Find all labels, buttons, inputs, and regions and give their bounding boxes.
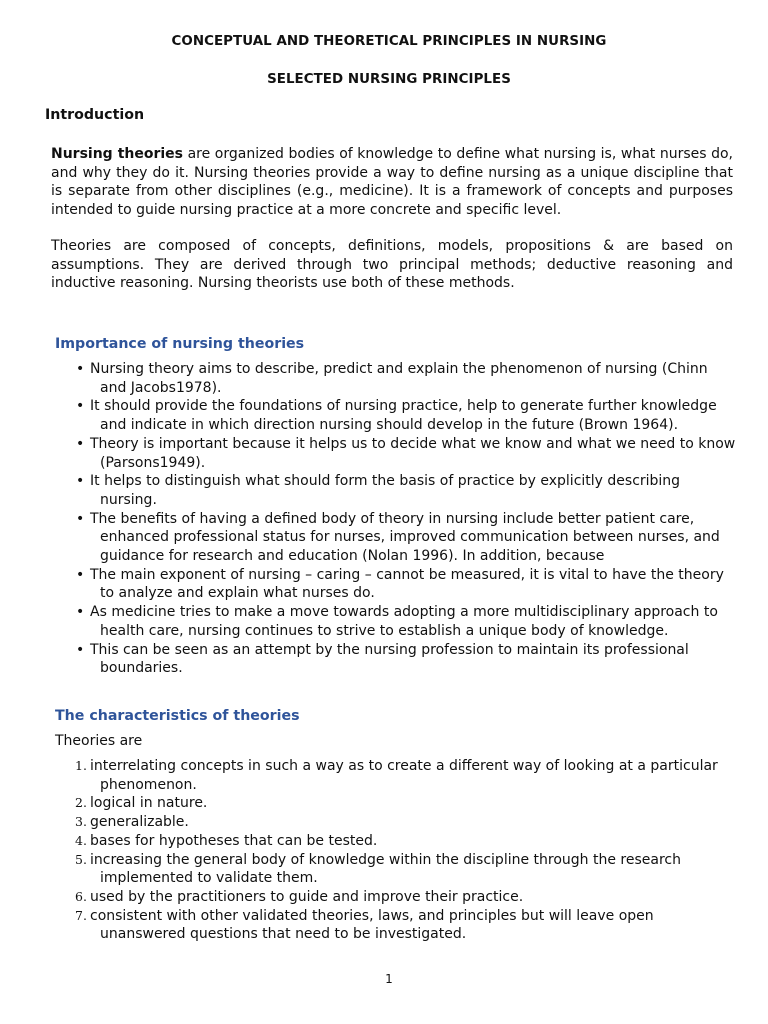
list-number: 5. — [75, 851, 87, 867]
list-item — [75, 851, 736, 888]
list-item-text: The main exponent of nursing – caring – cannot be measured, it is vital to have the theory to analyze and explain what nurses do. — [90, 566, 724, 602]
bullet-icon: • — [76, 473, 85, 490]
list-item-text: logical in nature. — [90, 795, 208, 812]
introduction-heading: Introduction — [45, 107, 145, 123]
characteristics-lead: Theories are — [55, 733, 143, 749]
list-item — [75, 888, 736, 907]
list-item-text: This can be seen as an attempt by the nursing profession to maintain its professional boundaries. — [90, 641, 689, 677]
list-item-text: It should provide the foundations of nursing practice, help to generate further knowledge and indicate in which direction nursing should develop in the future (Brown 1964). — [90, 398, 717, 434]
bullet-icon: • — [76, 604, 85, 621]
list-item — [76, 641, 736, 678]
list-item-text: interrelating concepts in such a way as to create a different way of looking at a particular phenomenon. — [90, 758, 718, 793]
list-number: 2. — [75, 795, 87, 811]
bullet-icon: • — [76, 641, 85, 658]
list-item — [76, 566, 736, 603]
bullet-icon: • — [76, 361, 85, 377]
list-item-text: generalizable. — [90, 814, 189, 831]
list-item — [75, 757, 736, 794]
list-number: 1. — [75, 758, 87, 773]
introduction-paragraph-1 — [51, 145, 733, 220]
list-item — [75, 907, 736, 944]
list-number: 6. — [75, 888, 87, 904]
nursing-theories-term: Nursing theories — [51, 146, 184, 162]
list-item — [75, 832, 736, 851]
importance-heading: Importance of nursing theories — [55, 336, 305, 352]
document-subtitle: SELECTED NURSING PRINCIPLES — [267, 72, 511, 87]
list-item-text: It helps to distinguish what should form the basis of practice by explicitly describing nursing. — [90, 473, 681, 508]
bullet-icon: • — [76, 435, 85, 452]
bullet-icon: • — [76, 566, 85, 583]
list-item — [76, 360, 736, 397]
list-item — [76, 435, 736, 472]
list-item — [76, 510, 736, 566]
list-item-text: Theory is important because it helps us to decide what we know and what we need to know (Parsons1949). — [90, 435, 736, 471]
list-number: 7. — [75, 907, 87, 923]
list-item — [75, 813, 736, 832]
list-item-text: bases for hypotheses that can be tested. — [90, 832, 378, 849]
list-item-text: used by the practitioners to guide and improve their practice. — [90, 888, 524, 905]
list-item — [76, 472, 736, 509]
list-item — [76, 397, 736, 434]
list-item-text: As medicine tries to make a move towards adopting a more multidisciplinary approach to health care, nursing continues to strive to establish a unique body of knowledge. — [90, 604, 718, 639]
importance-list — [76, 360, 736, 678]
bullet-icon: • — [76, 510, 85, 527]
list-number: 4. — [75, 832, 87, 848]
introduction-paragraph-1-text: are organized bodies of knowledge to define what nursing is, what nurses do, and why they do it. Nursing theories provide a way to define nursing as a unique discipline that is separate from other disciplines (e.g., medicine). It is a framework of concepts and purposes intended to guide nursing practice at a more concrete and specific level. — [51, 146, 733, 219]
characteristics-list — [76, 757, 736, 944]
list-item-text: The benefits of having a defined body of theory in nursing include better patient care, enhanced professional status for nurses, improved communication between nurses, and guidance for research and education (Nolan 1996). In addition, because — [90, 510, 720, 565]
page-number: 1 — [385, 972, 393, 986]
document-title: CONCEPTUAL AND THEORETICAL PRINCIPLES IN NURSING — [171, 34, 607, 49]
characteristics-heading: The characteristics of theories — [55, 708, 300, 724]
list-number: 3. — [75, 814, 87, 830]
introduction-paragraph-2: Theories are composed of concepts, definitions, models, propositions & are based on assumptions. They are derived through two principal methods; deductive reasoning and inductive reasoning. Nursing theorists use both of these methods. — [51, 238, 733, 292]
list-item-text: increasing the general body of knowledge within the discipline through the research implemented to validate them. — [90, 851, 681, 887]
list-item — [76, 603, 736, 640]
list-item-text: Nursing theory aims to describe, predict and explain the phenomenon of nursing (Chinn and Jacobs1978). — [90, 361, 708, 396]
list-item — [75, 794, 736, 813]
list-item-text: consistent with other validated theories, laws, and principles but will leave open unanswered questions that need to be investigated. — [90, 907, 654, 943]
bullet-icon: • — [76, 398, 85, 415]
